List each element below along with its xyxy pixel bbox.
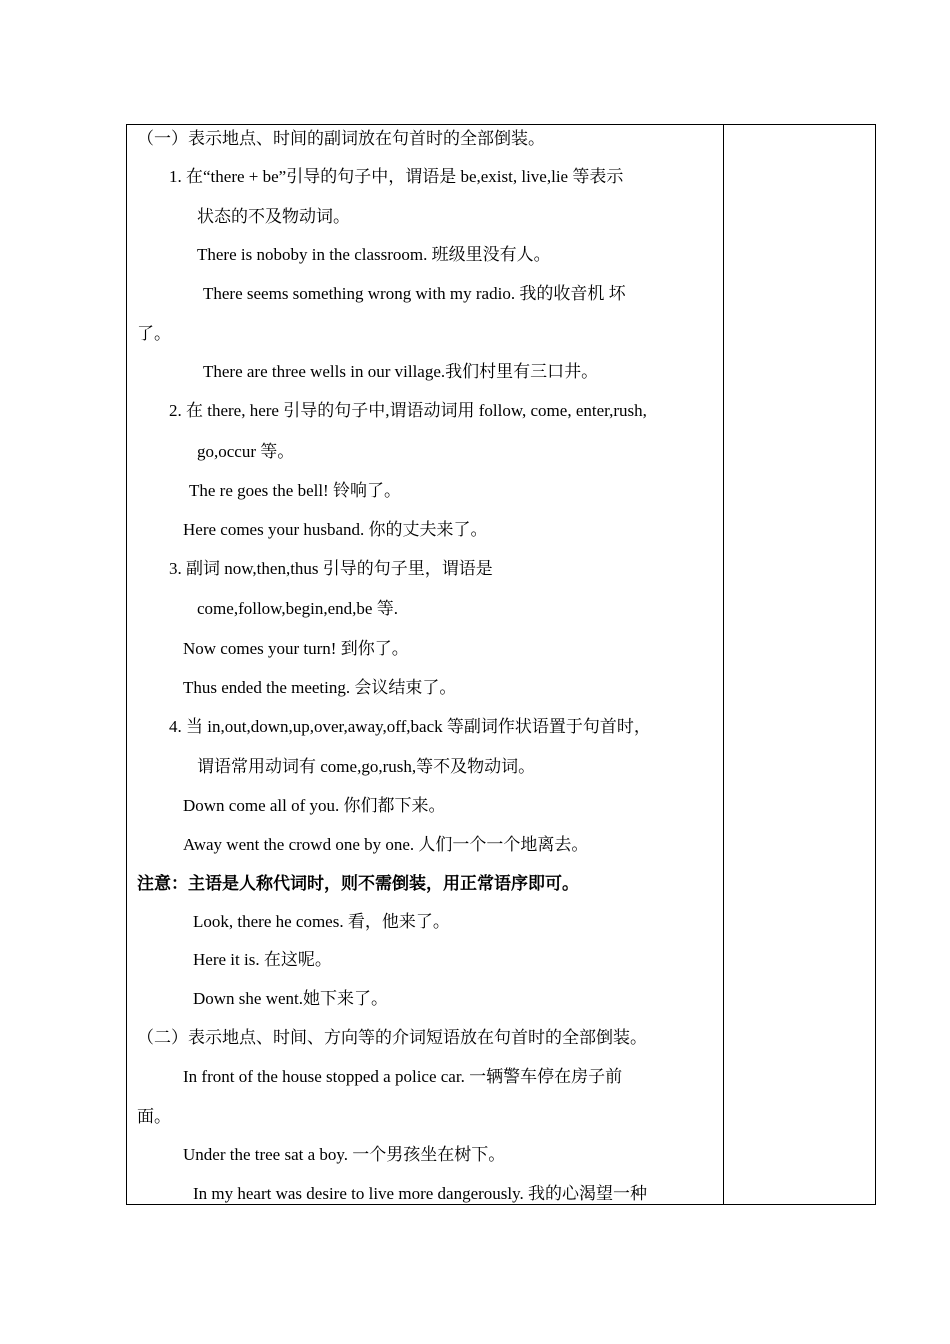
example-sentence: There is noboby in the classroom. 班级里没有人。 [197,245,551,264]
rule-item-3: 3. 副词 now,then,thus 引导的句子里，谓语是 [169,559,493,578]
example-sentence: Here comes your husband. 你的丈夫来了。 [183,520,488,539]
example-sentence: Now comes your turn! 到你了。 [183,639,409,658]
example-sentence: Down she went.她下来了。 [193,989,389,1008]
rule-item-4: 4. 当 in,out,down,up,over,away,off,back 等副词作状语置于句首时， [169,717,651,736]
example-sentence: There seems something wrong with my radio. 我的收音机 坏 [203,284,626,303]
example-sentence: Look, there he comes. 看，他来了。 [193,912,450,931]
note-bold: 注意：主语是人称代词时，则不需倒装，用正常语序即可。 [137,874,579,893]
example-sentence: Down come all of you. 你们都下来。 [183,796,446,815]
example-sentence: There are three wells in our village.我们村里有三口井。 [203,362,599,381]
example-sentence-cont: 面。 [137,1107,171,1126]
example-sentence: Thus ended the meeting. 会议结束了。 [183,678,457,697]
example-sentence-cont: 了。 [137,324,171,343]
rule-item-1: 1. 在“there + be”引导的句子中，谓语是 be,exist, live,lie 等表示 [169,167,624,186]
section-heading-1: （一）表示地点、时间的副词放在句首时的全部倒装。 [137,129,545,148]
rule-item-2: 2. 在 there, here 引导的句子中,谓语动词用 follow, come, enter,rush, [169,401,647,420]
rule-item-4-cont: 谓语常用动词有 come,go,rush,等不及物动词。 [197,757,536,776]
column-divider [723,125,724,1204]
document-table [126,124,876,1205]
rule-item-3-cont: come,follow,begin,end,be 等. [197,599,398,618]
rule-item-2-cont: go,occur 等。 [197,442,295,461]
rule-item-1-cont: 状态的不及物动词。 [197,207,350,226]
example-sentence: The re goes the bell! 铃响了。 [189,481,401,500]
section-heading-2: （二）表示地点、时间、方向等的介词短语放在句首时的全部倒装。 [137,1028,647,1047]
example-sentence: In front of the house stopped a police car. 一辆警车停在房子前 [183,1067,623,1086]
example-sentence: Under the tree sat a boy. 一个男孩坐在树下。 [183,1145,506,1164]
example-sentence: Away went the crowd one by one. 人们一个一个地离去。 [183,835,589,854]
example-sentence: Here it is. 在这呢。 [193,950,332,969]
example-sentence: In my heart was desire to live more dangerously. 我的心渴望一种 [193,1184,648,1203]
